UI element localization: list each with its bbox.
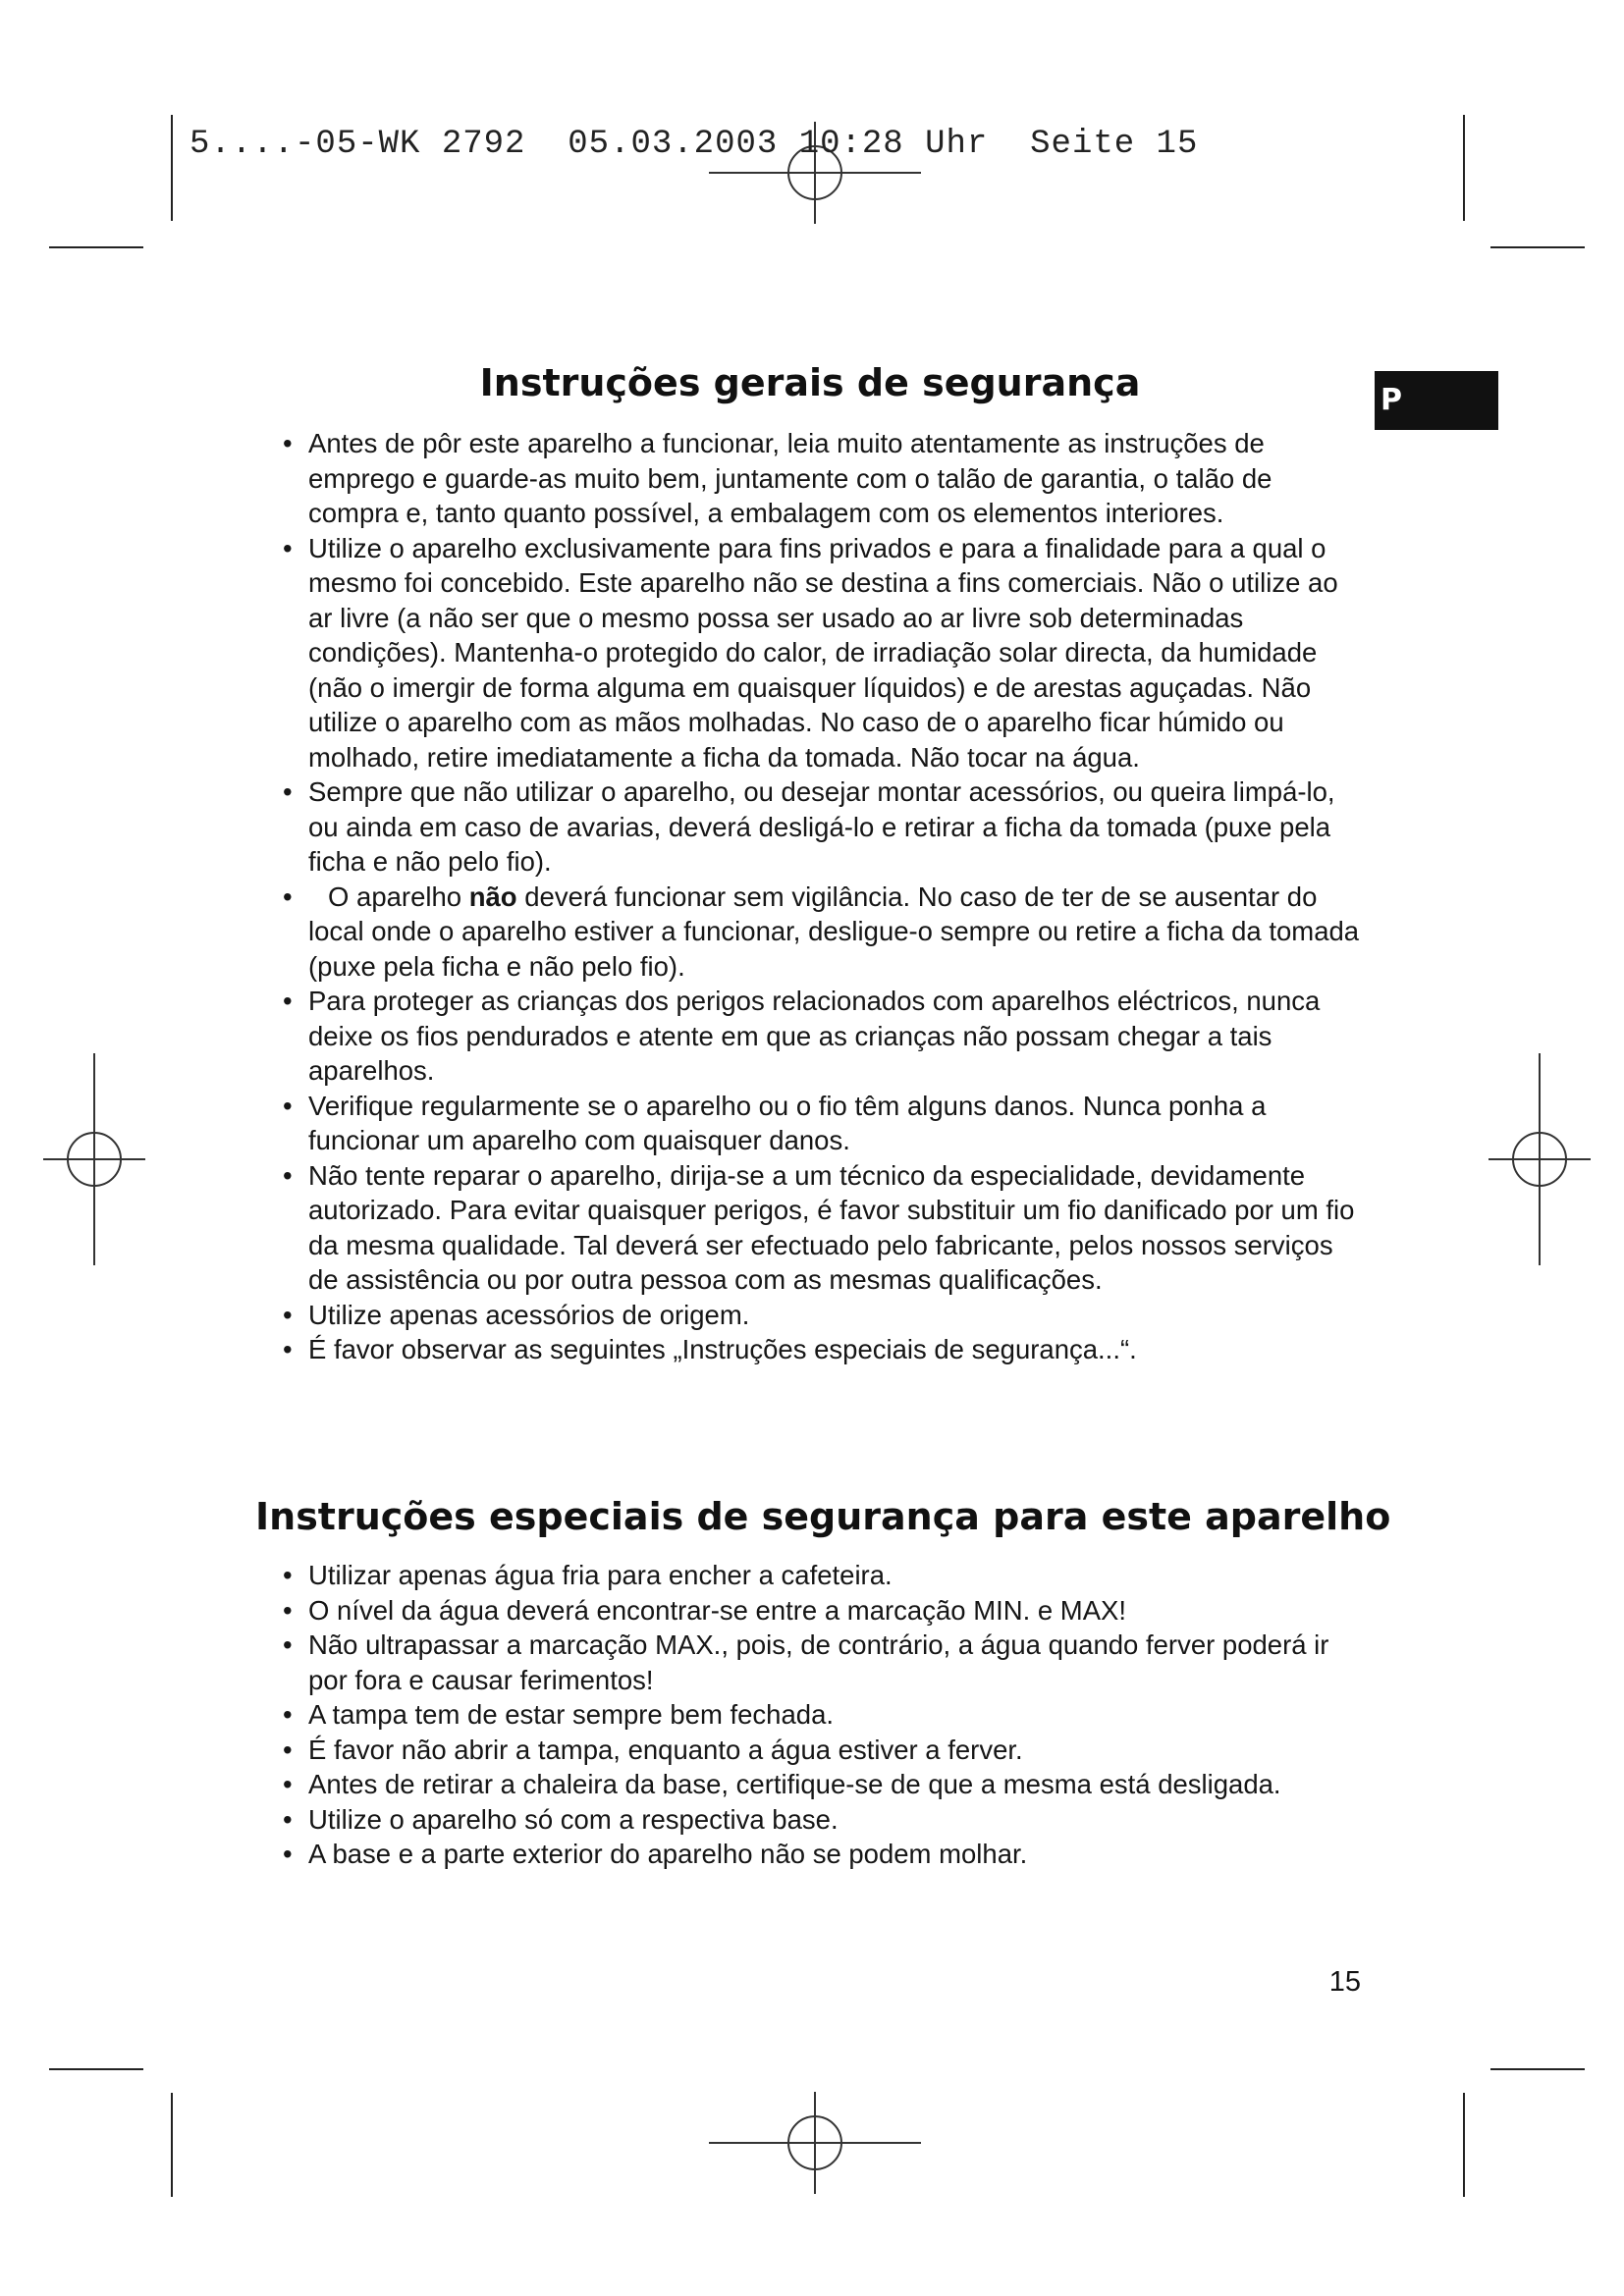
list-item: • Utilize o aparelho só com a respectiva base. xyxy=(255,1802,1365,1838)
list-item: • Para proteger as crianças dos perigos relacionados com aparelhos eléctricos, nunca deixe os fios pendurados e atente em que as crianças não possam chegar a tais aparelhos. xyxy=(255,984,1365,1089)
crop-mark-bottom-left-horizontal xyxy=(49,2068,143,2070)
list-item: • Antes de pôr este aparelho a funcionar, leia muito atentamente as instruções de emprego e guarde-as muito bem, juntamente com o talão de garantia, o talão de compra e, tanto quanto possível, a embalagem com os elementos interiores. xyxy=(255,426,1365,531)
supervision-text-before: O aparelho xyxy=(328,881,469,912)
list-item: • É favor observar as seguintes „Instruções especiais de segurança...“. xyxy=(255,1332,1365,1367)
list-item: • É favor não abrir a tampa, enquanto a água estiver a ferver. xyxy=(255,1733,1365,1768)
list-item: • Utilize apenas acessórios de origem. xyxy=(255,1298,1365,1333)
crop-mark-top-right-horizontal xyxy=(1490,246,1585,248)
crop-mark-top-left-vertical xyxy=(171,115,173,221)
list-item: • A base e a parte exterior do aparelho não se podem molhar. xyxy=(255,1837,1365,1872)
registration-mark-bottom-icon xyxy=(709,2092,921,2194)
section-title-special-safety: Instruções especiais de segurança para este aparelho xyxy=(255,1495,1391,1538)
crop-mark-bottom-right-vertical xyxy=(1463,2093,1465,2197)
list-item: • A tampa tem de estar sempre bem fechada. xyxy=(255,1697,1365,1733)
list-item-supervision xyxy=(255,880,1365,985)
list-item: • Utilizar apenas água fria para encher a cafeteira. xyxy=(255,1558,1365,1593)
registration-mark-left-icon xyxy=(43,1053,145,1265)
crop-mark-top-left-horizontal xyxy=(49,246,143,248)
general-safety-list xyxy=(255,426,1365,1367)
crop-mark-bottom-left-vertical xyxy=(171,2093,173,2197)
list-item: • Antes de retirar a chaleira da base, certifique-se de que a mesma está desligada. xyxy=(255,1767,1365,1802)
special-safety-list xyxy=(255,1558,1365,1872)
list-item: • Não tente reparar o aparelho, dirija-se a um técnico da especialidade, devidamente autorizado. Para evitar quaisquer perigos, é favor substituir um fio danificado por um fio da mesma qualidade. Tal deverá ser efectuado pelo fabricante, pelos nossos serviços de assistência ou por outra pessoa com as mesmas qualificações. xyxy=(255,1158,1365,1298)
crop-mark-bottom-right-horizontal xyxy=(1490,2068,1585,2070)
list-item: • Não ultrapassar a marcação MAX., pois, de contrário, a água quando ferver poderá ir por fora e causar ferimentos! xyxy=(255,1628,1365,1697)
print-header: 5....-05-WK 2792 05.03.2003 10:28 Uhr Seite 15 xyxy=(189,126,1199,163)
page-number: 15 xyxy=(1328,1966,1361,1998)
list-item: • Verifique regularmente se o aparelho ou o fio têm alguns danos. Nunca ponha a funcionar um aparelho com quaisquer danos. xyxy=(255,1089,1365,1158)
crop-mark-top-right-vertical xyxy=(1463,115,1465,221)
list-item: • Sempre que não utilizar o aparelho, ou desejar montar acessórios, ou queira limpá-lo, ou ainda em caso de avarias, deverá desligá-lo e retirar a ficha da tomada (puxe pela ficha e não pelo fio). xyxy=(255,774,1365,880)
supervision-text-after: deverá funcionar sem vigilância. No caso de ter de se ausentar do local onde o aparelho estiver a funcionar, desligue-o sempre ou retire a ficha da tomada (puxe pela ficha e não pelo fio). xyxy=(308,881,1360,982)
list-item: • O nível da água deverá encontrar-se entre a marcação MIN. e MAX! xyxy=(255,1593,1365,1629)
list-item: • Utilize o aparelho exclusivamente para fins privados e para a finalidade para a qual o mesmo foi concebido. Este aparelho não se destina a fins comerciais. Não o utilize ao ar livre (a não ser que o mesmo possa ser usado ao ar livre sob determinadas condições). Mantenha-o protegido do calor, de irradiação solar directa, da humidade (não o imergir de forma alguma em quaisquer líquidos) e de arestas aguçadas. Não utilize o aparelho com as mãos molhadas. No caso de o aparelho ficar húmido ou molhado, retire imediatamente a ficha da tomada. Não tocar na água. xyxy=(255,531,1365,775)
language-tab: P xyxy=(1375,371,1498,430)
section-title-general-safety: Instruções gerais de segurança xyxy=(479,361,1141,404)
registration-mark-right-icon xyxy=(1489,1053,1591,1265)
supervision-text-bold: não xyxy=(468,881,517,912)
